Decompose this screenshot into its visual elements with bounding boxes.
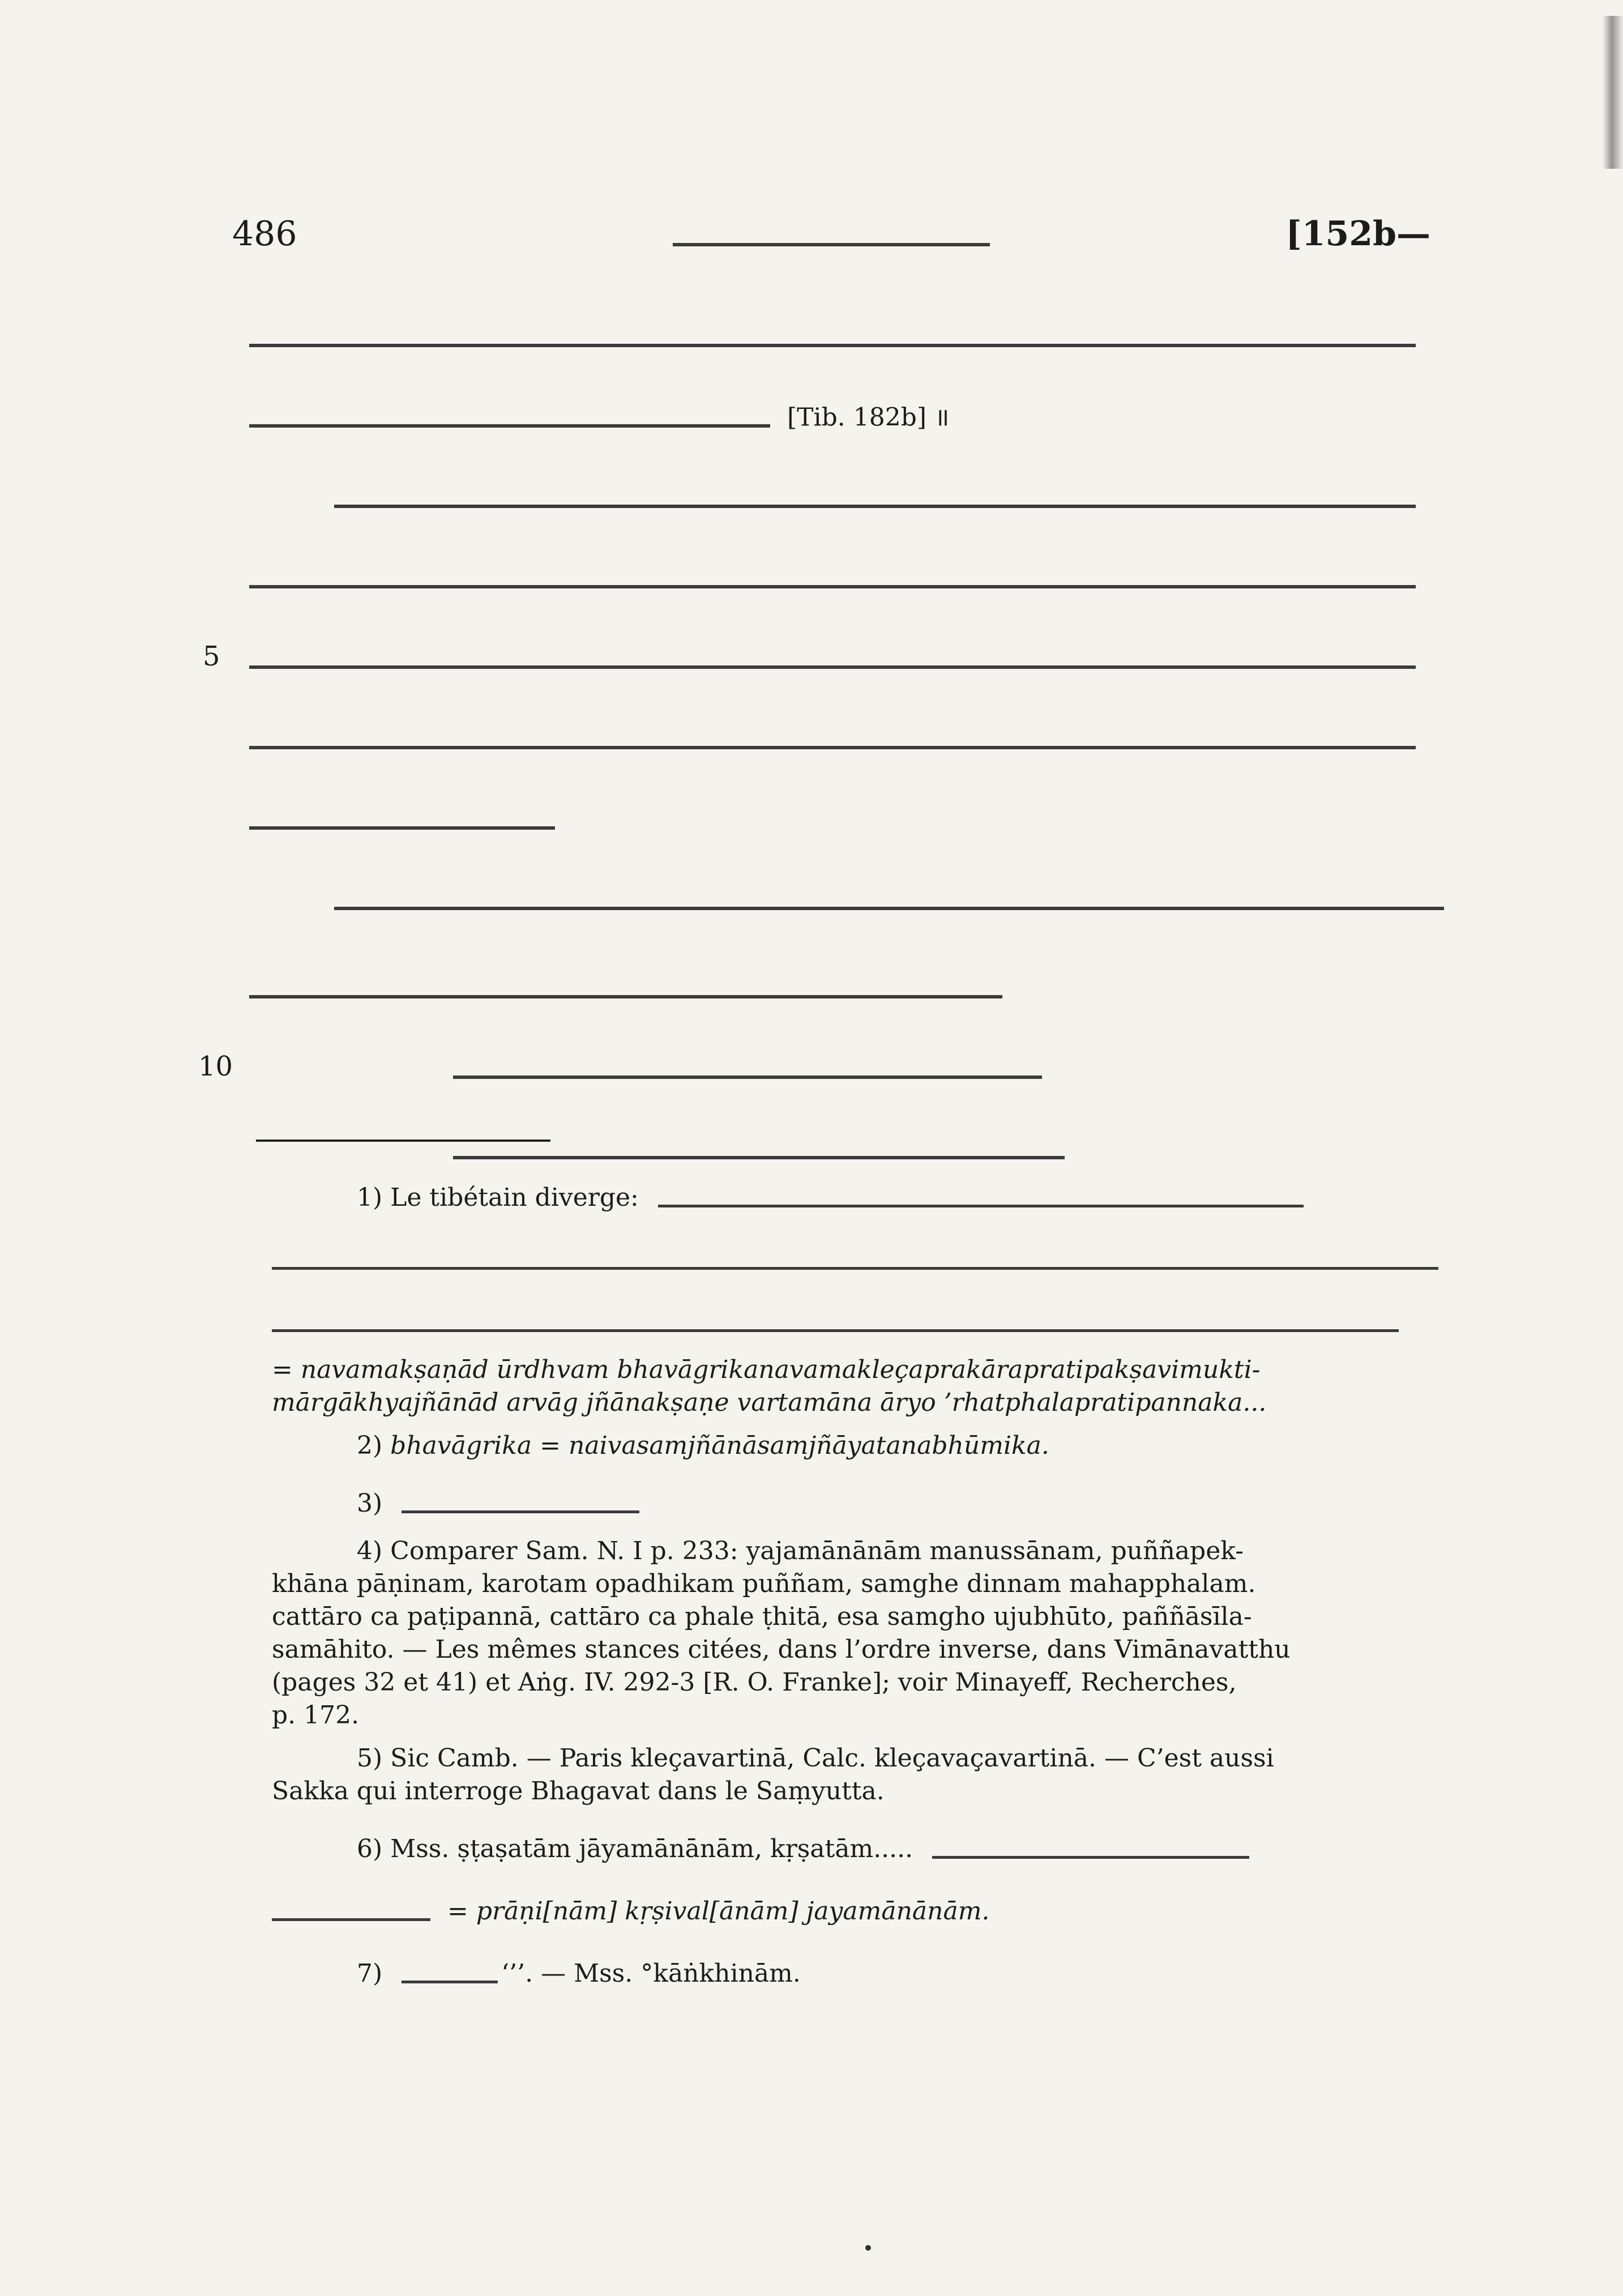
footnote-number: 6) [357, 1834, 383, 1863]
devanagari-line-placeholder [334, 890, 1444, 910]
footnote-rule [256, 1140, 550, 1142]
devanagari-title-placeholder [673, 226, 990, 246]
text-line-4 [249, 536, 1453, 616]
footnote-text: Mss. ṣṭaṣatām jāyamānānām, kṛṣatām..... [390, 1834, 913, 1863]
footnote-3 [272, 1473, 1442, 1535]
devanagari-verse-placeholder [453, 1139, 1065, 1159]
footnote-1-tibetan-3 [272, 1291, 1442, 1354]
footnotes [272, 1167, 1442, 2005]
footnote-number: 7) [357, 1959, 383, 1988]
footnote-1-translit [272, 1354, 1442, 1419]
footnote-text: ‘’’. — Mss. °kāṅkhinām. [501, 1959, 801, 1988]
transliteration-line: = navamakṣaṇād ūrdhvam bhavāgrikanavamakleçaprakārapratipakṣavimukti- [272, 1355, 1261, 1384]
section-reference: [152b— [1285, 214, 1430, 254]
devanagari-line-placeholder [249, 729, 1416, 749]
text-line-8 [249, 857, 1453, 946]
devanagari-verse-placeholder [453, 1059, 1042, 1079]
verse-line-1 [198, 1026, 1453, 1107]
text-line-5 [203, 616, 1453, 697]
footnote-text: khāna pāṇinam, karotam opadhikam puññam, samghe dinnam mahapphalam. [272, 1569, 1256, 1598]
footnote-number: 2) [357, 1431, 383, 1460]
footnote-text: Sakka qui interroge Bhagavat dans le Saṃyutta. [272, 1777, 885, 1806]
text-line-2 [249, 375, 1453, 455]
scan-edge-mark [1603, 16, 1623, 169]
footnote-text: samāhito. — Les mêmes stances citées, dans l’ordre inverse, dans Vimānavatthu [272, 1635, 1291, 1664]
footnote-text: Comparer Sam. N. I p. 233: yajamānānām manussānam, puññapek- [390, 1537, 1244, 1565]
text-line-6 [249, 697, 1453, 777]
devanagari-line-placeholder [249, 568, 1416, 588]
tibetan-page-ref: [Tib. 182b] ॥ [787, 403, 950, 432]
text-line-7 [249, 777, 1453, 857]
text-line-1 [249, 295, 1453, 375]
devanagari-line-placeholder [249, 648, 1416, 669]
footnote-6 [272, 1818, 1442, 1880]
footnote-1 [272, 1167, 1442, 1229]
footnote-number: 4) [357, 1537, 383, 1565]
devanagari-line-placeholder [334, 488, 1416, 508]
devanagari-line-placeholder [249, 407, 770, 428]
devanagari-line-placeholder [249, 809, 555, 830]
tibetan-text-placeholder [272, 1316, 1399, 1332]
footnote-6-cont [272, 1880, 1442, 1943]
running-header [232, 214, 1430, 265]
footnote-text: bhavāgrika = naivasamjñānāsamjñāyatanabhūmika. [390, 1431, 1049, 1460]
print-speck [865, 2245, 871, 2251]
footnote-text: p. 172. [272, 1701, 360, 1730]
footnote-text: Le tibétain diverge: [390, 1183, 639, 1212]
devanagari-line-placeholder [249, 327, 1416, 347]
footnote-text: cattāro ca paṭipannā, cattāro ca phale ṭhitā, esa samgho ujubhūto, paññāsīla- [272, 1602, 1252, 1631]
footnote-7 [272, 1943, 1442, 2005]
footnote-1-tibetan-2 [272, 1229, 1442, 1291]
footnote-text: = prāṇi[nām] kṛṣival[ānām] jayamānānām. [447, 1897, 990, 1926]
footnote-text: Sic Camb. — Paris kleçavartinā, Calc. kleçavaçavartinā. — C’est aussi [390, 1744, 1274, 1773]
text-line-3 [249, 455, 1453, 536]
devanagari-line-placeholder [249, 978, 1002, 998]
main-text [198, 295, 1453, 1187]
line-number-10: 10 [198, 1051, 233, 1082]
footnote-number: 5) [357, 1744, 383, 1773]
line-number-5: 5 [203, 641, 220, 672]
footnote-2 [272, 1429, 1442, 1462]
running-title [673, 214, 990, 254]
tibetan-text-placeholder [272, 1253, 1438, 1270]
footnote-4 [272, 1535, 1442, 1732]
transliteration-line: mārgākhyajñānād arvāg jñānakṣaṇe vartamāna āryo ’rhatphalapratipannaka... [272, 1388, 1267, 1417]
footnote-5 [272, 1742, 1442, 1808]
footnote-number: 3) [357, 1489, 383, 1518]
tibetan-text-placeholder [402, 1497, 639, 1513]
tibetan-text-placeholder [658, 1191, 1304, 1207]
page-number: 486 [232, 214, 297, 254]
tibetan-text-placeholder [402, 1967, 498, 1983]
footnote-number: 1) [357, 1183, 383, 1212]
tibetan-text-placeholder [272, 1905, 430, 1921]
tibetan-text-placeholder [932, 1842, 1249, 1859]
text-line-9 [249, 946, 1453, 1026]
footnote-text: (pages 32 et 41) et Aṅg. IV. 292-3 [R. O. Franke]; voir Minayeff, Recherches, [272, 1668, 1237, 1697]
